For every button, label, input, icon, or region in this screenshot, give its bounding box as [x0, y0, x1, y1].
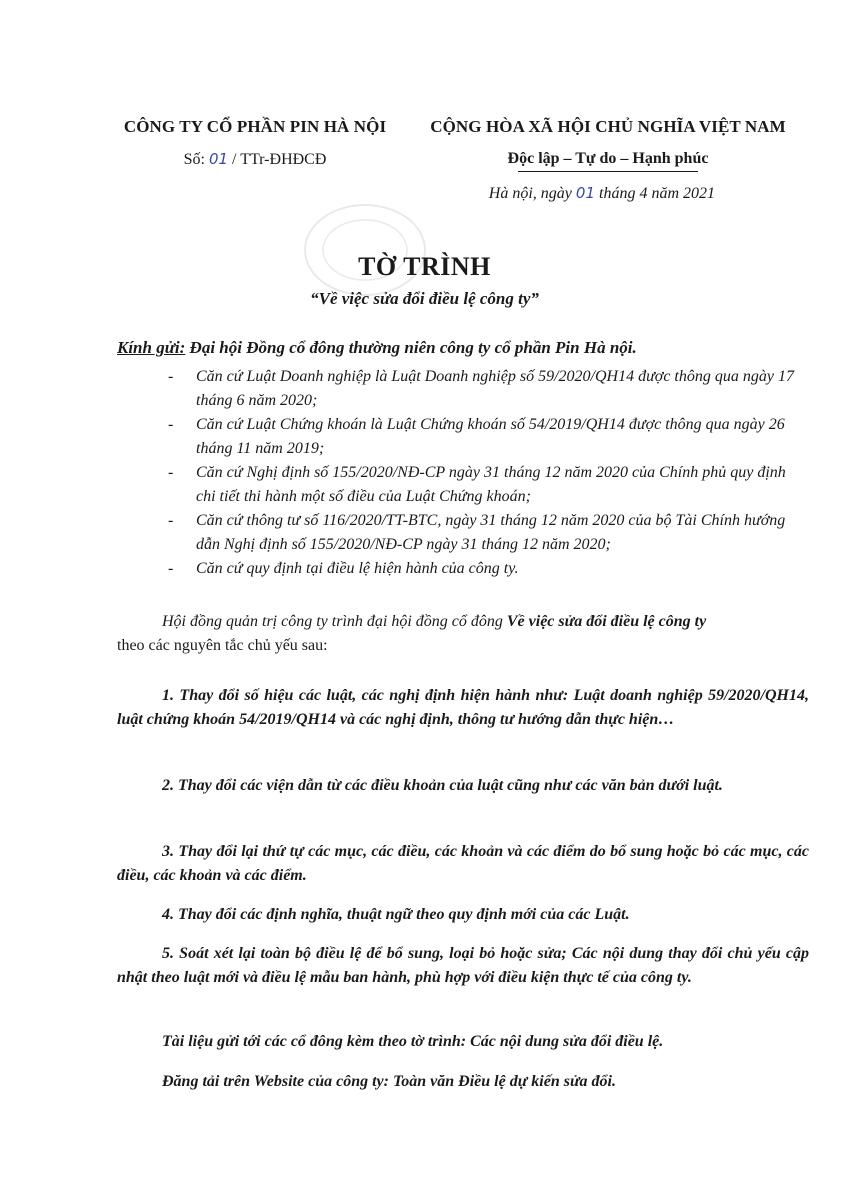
document-number: Số: 01 / TTr-ĐHĐCĐ	[183, 150, 327, 168]
republic-title: CỘNG HÒA XÃ HỘI CHỦ NGHĨA VIỆT NAM	[430, 117, 786, 136]
principle-item: 3. Thay đổi lại thứ tự các mục, các điều, các khoản và các điểm do bổ sung hoặc bỏ các mục, các điều, các khoản và các điểm.	[117, 843, 809, 884]
principle-item: 2. Thay đổi các viện dẫn từ các điều khoản của luật cũng như các văn bản dưới luật.	[162, 777, 723, 794]
recipient-text: Đại hội Đồng cổ đông thường niên công ty cổ phần Pin Hà nội.	[189, 338, 637, 357]
legal-basis-item: - Căn cứ thông tư số 116/2020/TT-BTC, ngày 31 tháng 12 năm 2020 của bộ Tài Chính hướng dẫn Nghị định số 155/2020/NĐ-CP ngày 31 tháng 12 năm 2020;	[168, 512, 786, 553]
legal-basis-item: - Căn cứ quy định tại điều lệ hiện hành của công ty.	[168, 560, 519, 577]
principle-item: 5. Soát xét lại toàn bộ điều lệ để bổ sung, loại bỏ hoặc sửa; Các nội dung thay đổi chủ yếu cập nhật theo luật mới và điều lệ mẫu ban hành, phù hợp với điều kiện thực tế của công ty.	[117, 945, 809, 986]
motto-underline	[518, 171, 699, 172]
stamp-mark	[300, 200, 430, 300]
document-title: TỜ TRÌNH	[358, 252, 491, 281]
legal-bases-list	[168, 365, 808, 581]
legal-basis-item: - Căn cứ Luật Doanh nghiệp là Luật Doanh nghiệp số 59/2020/QH14 được thông qua ngày 17 tháng 6 năm 2020;	[168, 368, 794, 409]
document-date: Hà nội, ngày 01 tháng 4 năm 2021	[488, 184, 715, 202]
recipient-label: Kính gửi:	[117, 338, 186, 357]
header-left	[105, 116, 405, 171]
website-note: Đăng tải trên Website của công ty: Toàn văn Điều lệ dự kiến sửa đổi.	[162, 1073, 616, 1090]
handwritten-number: 01	[208, 150, 229, 168]
intro-paragraph: Hội đồng quản trị công ty trình đại hội đồng cổ đông Về việc sửa đổi điều lệ công ty theo các nguyên tắc chủ yếu sau:	[117, 613, 707, 654]
legal-basis-item: - Căn cứ Luật Chứng khoán là Luật Chứng khoán số 54/2019/QH14 được thông qua ngày 26 tháng 11 năm 2019;	[168, 416, 785, 457]
principle-item: 4. Thay đổi các định nghĩa, thuật ngữ theo quy định mới của các Luật.	[162, 906, 630, 923]
company-name: CÔNG TY CỔ PHẦN PIN HÀ NỘI	[123, 117, 387, 136]
handwritten-day: 01	[575, 184, 595, 202]
national-motto: Độc lập – Tự do – Hạnh phúc	[508, 148, 709, 170]
legal-basis-item: - Căn cứ Nghị định số 155/2020/NĐ-CP ngày 31 tháng 12 năm 2020 của Chính phủ quy định chi tiết thi hành một số điều của Luật Chứng khoán;	[168, 464, 786, 505]
recipient	[117, 338, 637, 358]
attachment-note: Tài liệu gửi tới các cổ đông kèm theo tờ trình: Các nội dung sửa đổi điều lệ.	[162, 1033, 664, 1050]
header-right	[408, 116, 808, 170]
principle-item: 1. Thay đổi số hiệu các luật, các nghị định hiện hành như: Luật doanh nghiệp 59/2020/QH14, luật chứng khoán 54/2019/QH14 và các nghị định, thông tư hướng dẫn thực hiện…	[117, 687, 809, 728]
document-subtitle: “Về việc sửa đổi điều lệ công ty”	[310, 289, 539, 308]
